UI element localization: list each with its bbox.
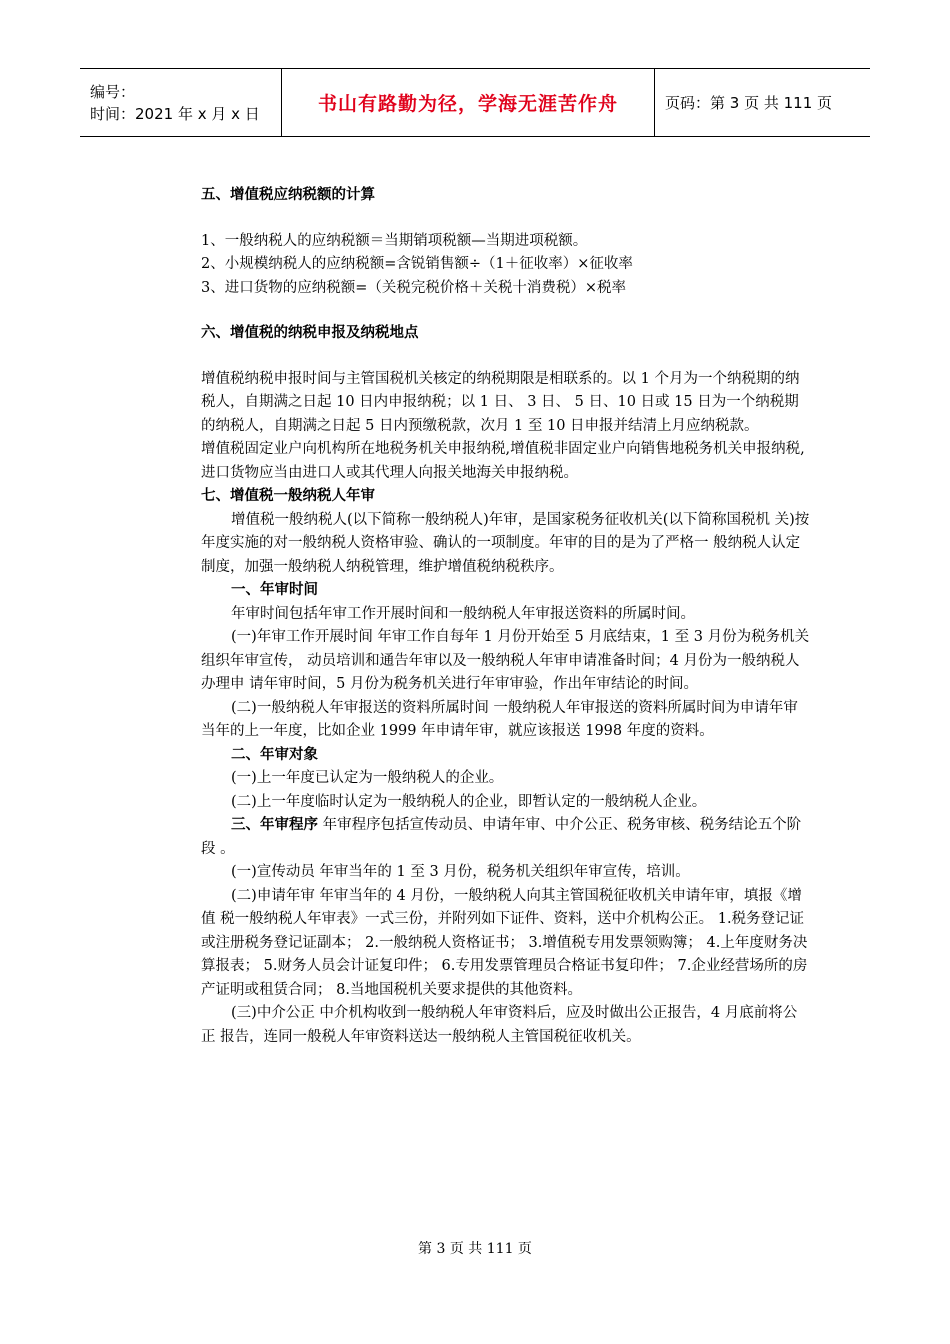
paragraph-annual-review: 增值税一般纳税人(以下简称一般纳税人)年审，是国家税务征收机关(以下简称国税机 关)按年度实施的对一般纳税人资格审验、确认的一项制度。年审的目的是为了严格一 般纳税人认定制度，加强一般纳税人纳税管理，维护增值税纳税秩序。: [201, 511, 810, 575]
subheading-review-procedure: 三、年审程序: [231, 817, 318, 833]
paragraph-review-work-period: (一)年审工作开展时间 年审工作自每年 1 月份开始至 5 月底结束，1 至 3 月份为税务机关组织年审宣传， 动员培训和通告年审以及一般纳税人年审申请准备时间；4 月份为一般纳税人办理申 请年审时间，5 月份为税务机关进行年审审验，作出年审结论的时间。: [201, 629, 810, 692]
header-meta: [80, 69, 281, 136]
page-header: [80, 68, 870, 137]
subheading-review-time: 一、年审时间: [231, 582, 318, 598]
paragraph-review-procedure: [201, 814, 811, 861]
formula-3: 3、进口货物的应纳税额=（关税完税价格＋关税十消费税）×税率: [201, 279, 627, 296]
list-item-target-1: (一)上一年度已认定为一般纳税人的企业。: [231, 770, 504, 786]
procedure-summary: 年审程序包括宣传动员、申请年审、中介公正、税务审核、税务结论五个阶段 。: [201, 817, 802, 857]
header-page-info: [655, 69, 870, 136]
paragraph-procedure-application: (二)申请年审 年审当年的 4 月份，一般纳税人向其主管国税征收机关申请年审，填报《增值 税一般纳税人年审表》一式三份，并附列如下证件、资料，送中介机构公正。 1.税务登记证或注册税务登记证副本； 2.一般纳税人资格证书； 3.增值税专用发票领购簿； 4.上年度财务决算报表； 5.财务人员会计证复印件； 6.专用发票管理员合格证书复印件； 7.企业经营场所的房产证明或租赁合同； 8.当地国税机关要求提供的其他资料。: [201, 887, 808, 998]
subheading-review-targets: 二、年审对象: [231, 746, 318, 763]
formula-2: 2、小规模纳税人的应纳税额=含锐销售额÷（1＋征收率）×征收率: [201, 256, 633, 272]
page-info-text: 页码：第 3 页 共 111 页: [665, 94, 833, 112]
header-motto: [281, 69, 655, 136]
paragraph-procedure-publicity: (一)宣传动员 年审当年的 1 至 3 月份，税务机关组织年审宣传，培训。: [231, 864, 690, 880]
paragraph-procedure-notarization: (三)中介公正 中介机构收到一般纳税人年审资料后，应及时做出公正报告，4 月底前将公正 报告，连同一般税人年审资料送达一般纳税人主管国税征收机关。: [201, 1005, 798, 1045]
list-item-target-2: (二)上一年度临时认定为一般纳税人的企业，即暂认定的一般纳税人企业。: [231, 793, 707, 810]
section-heading-7: 七、增值税一般纳税人年审: [201, 488, 375, 504]
motto-text: 书山有路勤为径，学海无涯苦作舟: [317, 93, 618, 115]
section-heading-5: 五、增值税应纳税额的计算: [201, 187, 375, 203]
paragraph-filing-time: 增值税纳税申报时间与主管国税机关核定的纳税期限是相联系的。以 1 个月为一个纳税期的纳税人，自期满之日起 10 日内申报纳税；以 1 日、 3 日、 5 日、10 日或 15 日为一个纳税期的纳税人，自期满之日起 5 日内预缴税款，次月 1 至 10 日申报并结清上月应纳税款。: [201, 370, 800, 434]
paragraph-review-time: 年审时间包括年审工作开展时间和一般纳税人年审报送资料的所属时间。: [231, 605, 695, 622]
section-heading-6: 六、增值税的纳税申报及纳税地点: [201, 325, 419, 341]
document-number-label: 编号：: [90, 82, 136, 101]
document-body: [201, 184, 811, 1049]
document-time-label: 时间：2021 年 x 月 x 日: [90, 104, 260, 123]
page-footer: 第 3 页 共 111 页: [418, 1241, 532, 1257]
paragraph-review-data-period: (二)一般纳税人年审报送的资料所属时间 一般纳税人年审报送的资料所属时间为申请年审当年的上一年度，比如企业 1999 年申请年审，就应该报送 1998 年度的资料。: [201, 699, 798, 739]
formula-1: 1、一般纳税人的应纳税额＝当期销项税额—当期进项税额。: [201, 232, 588, 249]
paragraph-filing-place: 增值税固定业户向机构所在地税务机关申报纳税,增值税非固定业户向销售地税务机关申报纳税,进口货物应当由进口人或其代理人向报关地海关申报纳税。: [201, 441, 805, 481]
